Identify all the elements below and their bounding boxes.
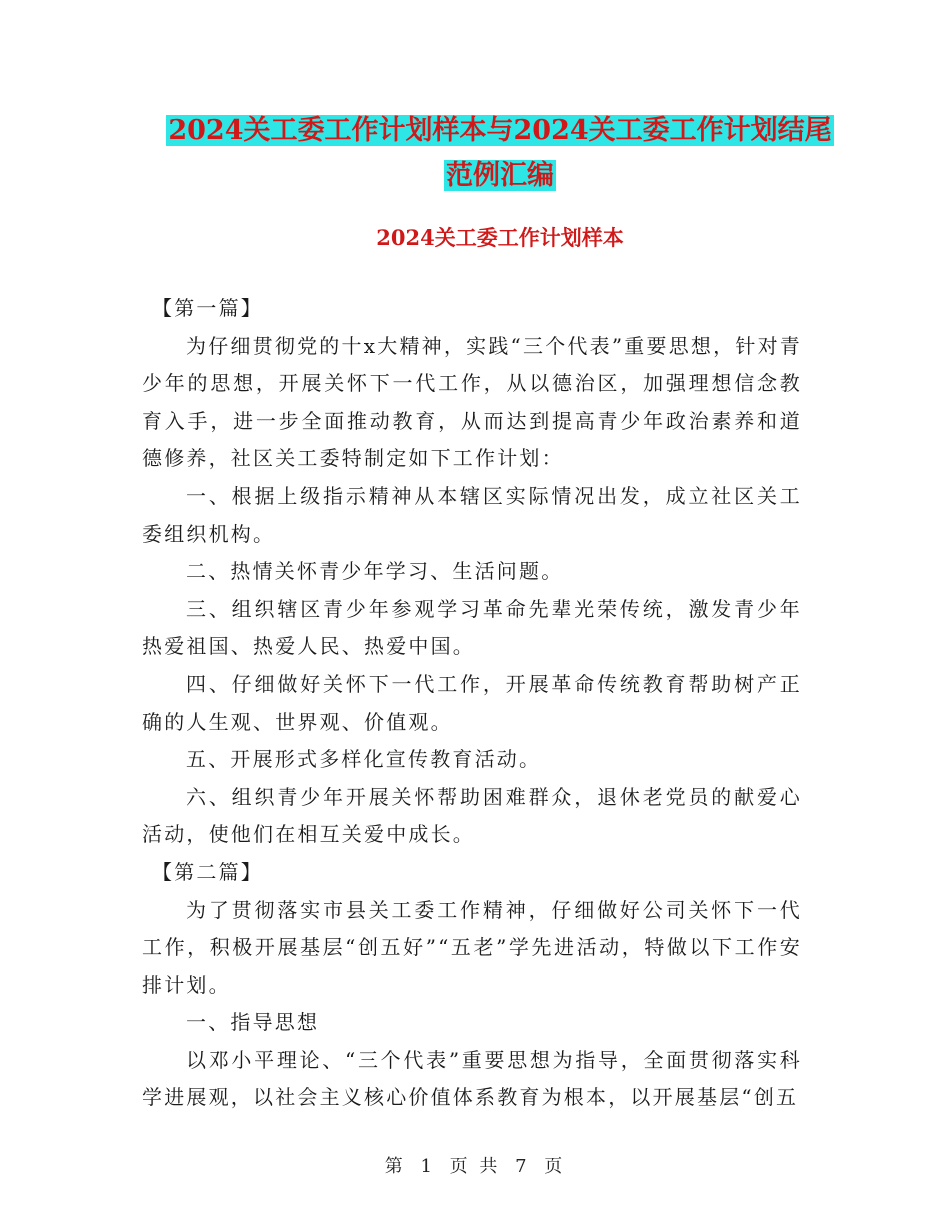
footer-current-page: 1 bbox=[420, 1156, 435, 1177]
title-line-2: 范例汇编 bbox=[446, 160, 554, 191]
body-paragraph: 以邓小平理论、“三个代表”重要思想为指导，全面贯彻落实科学进展观，以社会主义核心价值体系教育为根本，以开展基层“创五 bbox=[142, 1047, 802, 1110]
body-paragraph: 为仔细贯彻党的十x大精神，实践“三个代表”重要思想，针对青少年的思想，开展关怀下一代工作，从以德治区，加强理想信念教育入手，进一步全面推动教育，从而达到提高青少年政治素养和道德修养，社区关工委特制定如下工作计划： bbox=[142, 333, 802, 471]
body-paragraph: 三、组织辖区青少年参观学习革命先辈光荣传统，激发青少年热爱祖国、热爱人民、热爱中国。 bbox=[142, 596, 802, 659]
title-line-1: 2024关工委工作计划样本与2024关工委工作计划结尾 bbox=[168, 115, 832, 146]
body-paragraph: 四、仔细做好关怀下一代工作，开展革命传统教育帮助树产正确的人生观、世界观、价值观。 bbox=[142, 671, 802, 734]
body-paragraph: 一、根据上级指示精神从本辖区实际情况出发，成立社区关工委组织机构。 bbox=[142, 483, 802, 546]
section-heading: 【第二篇】 bbox=[152, 859, 263, 884]
footer-total-pages: 7 bbox=[515, 1156, 530, 1177]
body-paragraph: 二、热情关怀青少年学习、生活问题。 bbox=[186, 559, 564, 584]
body-paragraph: 为了贯彻落实市县关工委工作精神，仔细做好公司关怀下一代工作，积极开展基层“创五好”“五老”学先进活动，特做以下工作安排计划。 bbox=[142, 897, 802, 997]
section-heading: 【第一篇】 bbox=[152, 296, 263, 320]
section-title: 2024关工委工作计划样本 bbox=[376, 225, 624, 250]
body-paragraph: 六、组织青少年开展关怀帮助困难群众，退休老党员的献爱心活动，使他们在相互关爱中成长。 bbox=[142, 784, 802, 847]
footer-suffix: 页 bbox=[544, 1156, 566, 1177]
page-footer bbox=[0, 1152, 950, 1178]
footer-middle: 页 共 bbox=[449, 1156, 501, 1177]
document-body bbox=[142, 290, 802, 1117]
footer-prefix: 第 bbox=[384, 1156, 406, 1177]
body-paragraph: 五、开展形式多样化宣传教育活动。 bbox=[186, 747, 542, 772]
document-title bbox=[140, 108, 860, 198]
body-paragraph: 一、指导思想 bbox=[186, 1010, 320, 1035]
